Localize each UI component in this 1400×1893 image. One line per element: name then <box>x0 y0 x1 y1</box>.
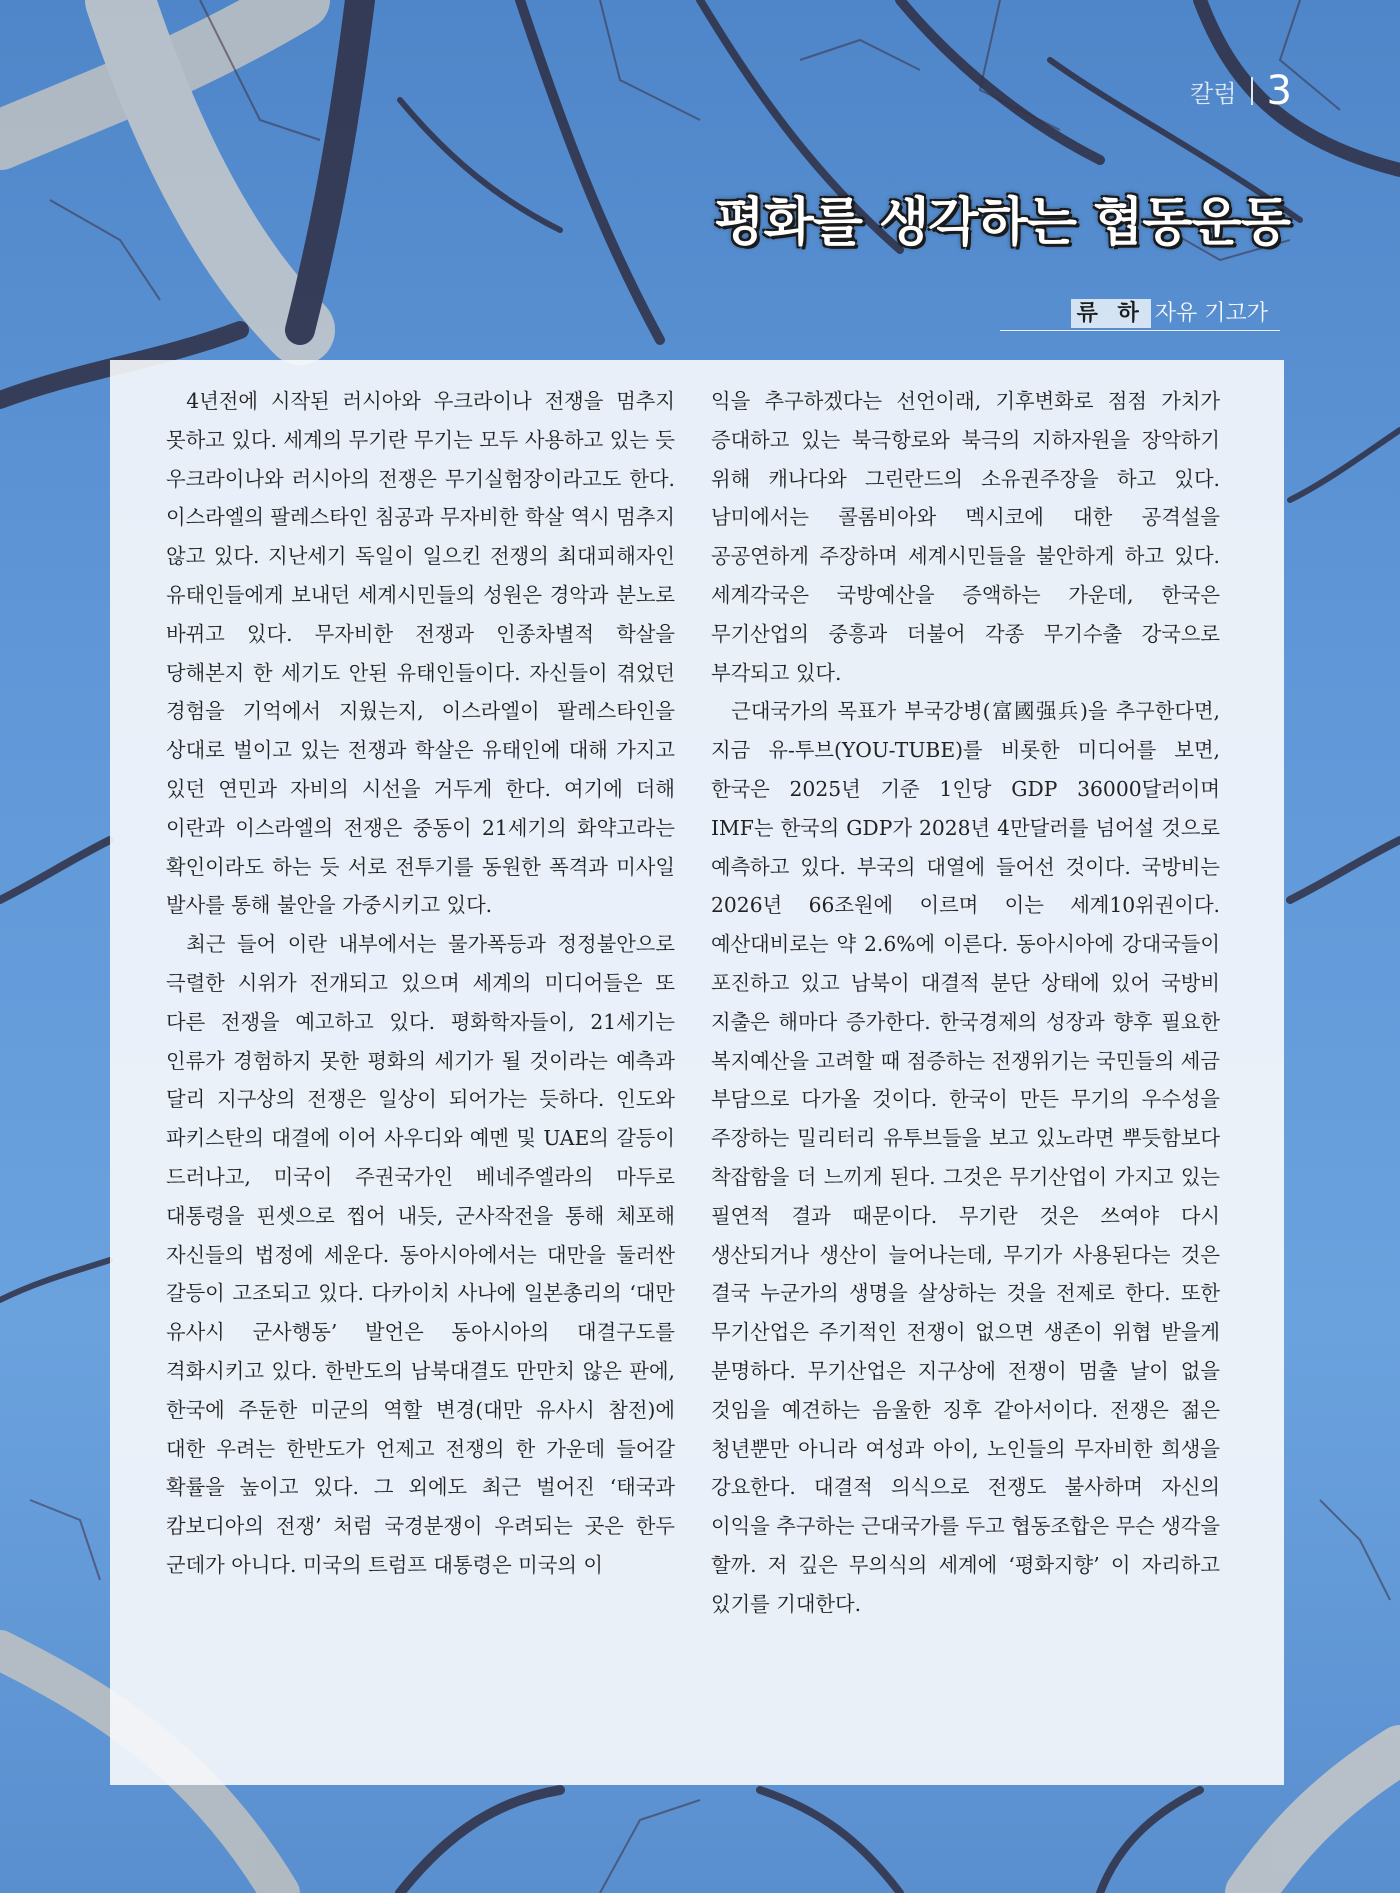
author-byline <box>1071 296 1268 327</box>
article-column-right <box>711 382 1220 1624</box>
article-column-left <box>166 382 675 1585</box>
author-role: 자유 기고가 <box>1154 301 1268 326</box>
paragraph: 4년전에 시작된 러시아와 우크라이나 전쟁을 멈추지 못하고 있다. 세계의 무기란 무기는 모두 사용하고 있는 듯 우크라이나와 러시아의 전쟁은 무기실험장이라고도 한다. 이스라엘의 팔레스타인 침공과 무자비한 학살 역시 멈추지 않고 있다. 지난세기 독일이 일으킨 전쟁의 최대피해자인 유태인들에게 보내던 세계시민들의 성원은 경악과 분노로 바뀌고 있다. 무자비한 전쟁과 인종차별적 학살을 당해본지 한 세기도 안된 유태인들이다. 자신들이 겪었던 경험을 기억에서 지웠는지, 이스라엘이 팔레스타인을 상대로 벌이고 있는 전쟁과 학살은 유태인에 대해 가지고 있던 연민과 자비의 시선을 거두게 한다. 여기에 더해 이란과 이스라엘의 전쟁은 중동이 21세기의 화약고라는 확인이라도 하는 듯 서로 전투기를 동원한 폭격과 미사일 발사를 통해 불안을 가중시키고 있다. <box>166 389 675 918</box>
paragraph: 근대국가의 목표가 부국강병(富國强兵)을 추구한다면, 지금 유-투브(YOU-TUBE)를 비롯한 미디어를 보면, 한국은 2025년 기준 1인당 GDP 36000달러이며 IMF는 한국의 GDP가 2028년 4만달러를 넘어설 것으로 예측하고 있다. 부국의 대열에 들어선 것이다. 국방비는 2026년 66조원에 이르며 이는 세계10위권이다. 예산대비로는 약 2.6%에 이른다. 동아시아에 강대국들이 포진하고 있고 남북이 대결적 분단 상태에 있어 국방비 지출은 해마다 증가한다. 한국경제의 성장과 향후 필요한 복지예산을 고려할 때 점증하는 전쟁위기는 국민들의 세금 부담으로 다가올 것이다. 한국이 만든 무기의 우수성을 주장하는 밀리터리 유투브들을 보고 있노라면 뿌듯함보다 착잡함을 더 느끼게 된다. 그것은 무기산업이 가지고 있는 필연적 결과 때문이다. 무기란 것은 쓰여야 다시 생산되거나 생산이 늘어나는데, 무기가 사용된다는 것은 결국 누군가의 생명을 살상하는 것을 전제로 한다. 또한 무기산업은 주기적인 전쟁이 없으면 생존이 위협 받을게 분명하다. 무기산업은 지구상에 전쟁이 멈출 날이 없을 것임을 예견하는 음울한 징후 같아서이다. 전쟁은 젊은 청년뿐만 아니라 여성과 아이, 노인들의 무자비한 희생을 강요한다. 대결적 의식으로 전쟁도 불사하며 자신의 이익을 추구하는 근대국가를 두고 협동조합은 무슨 생각을 할까. 저 깊은 무의식의 세계에 ‘평화지향’ 이 자리하고 있기를 기대한다. <box>711 699 1220 1616</box>
article-title: 평화를 생각하는 협동운동 <box>714 193 1290 253</box>
header-divider <box>1251 77 1253 105</box>
byline-rule <box>1000 330 1280 331</box>
section-label: 칼럼 <box>1190 79 1237 108</box>
page-header <box>1190 68 1292 114</box>
paragraph: 최근 들어 이란 내부에서는 물가폭등과 정정불안으로 극렬한 시위가 전개되고 있으며 세계의 미디어들은 또 다른 전쟁을 예고하고 있다. 평화학자들이, 21세기는 인류가 경험하지 못한 평화의 세기가 될 것이라는 예측과 달리 지구상의 전쟁은 일상이 되어가는 듯하다. 인도와 파키스탄의 대결에 이어 사우디와 예멘 및 UAE의 갈등이 드러나고, 미국이 주권국가인 베네주엘라의 마두로 대통령을 핀셋으로 찝어 내듯, 군사작전을 통해 체포해 자신들의 법정에 세운다. 동아시아에서는 대만을 둘러싼 갈등이 고조되고 있다. 다카이치 사나에 일본총리의 ‘대만 유사시 군사행동’ 발언은 동아시아의 대결구도를 격화시키고 있다. 한반도의 남북대결도 만만치 않은 판에, 한국에 주둔한 미군의 역할 변경(대만 유사시 참전)에 대한 우려는 한반도가 언제고 전쟁의 한 가운데 들어갈 확률을 높이고 있다. 그 외에도 최근 벌어진 ‘태국과 캄보디아의 전쟁’ 처럼 국경분쟁이 우려되는 곳은 한두 군데가 아니다. 미국의 트럼프 대통령은 미국의 이 <box>166 932 675 1577</box>
paragraph-continued: 익을 추구하겠다는 선언이래, 기후변화로 점점 가치가 증대하고 있는 북극항로와 북극의 지하자원을 장악하기 위해 캐나다와 그린란드의 소유권주장을 하고 있다. 남미에서는 콜롬비아와 멕시코에 대한 공격설을 공공연하게 주장하며 세계시민들을 불안하게 하고 있다. 세계각국은 국방예산을 증액하는 가운데, 한국은 무기산업의 중흥과 더불어 각종 무기수출 강국으로 부각되고 있다. <box>711 389 1220 685</box>
author-name: 류 하 <box>1071 299 1151 328</box>
page-number: 3 <box>1266 68 1292 114</box>
